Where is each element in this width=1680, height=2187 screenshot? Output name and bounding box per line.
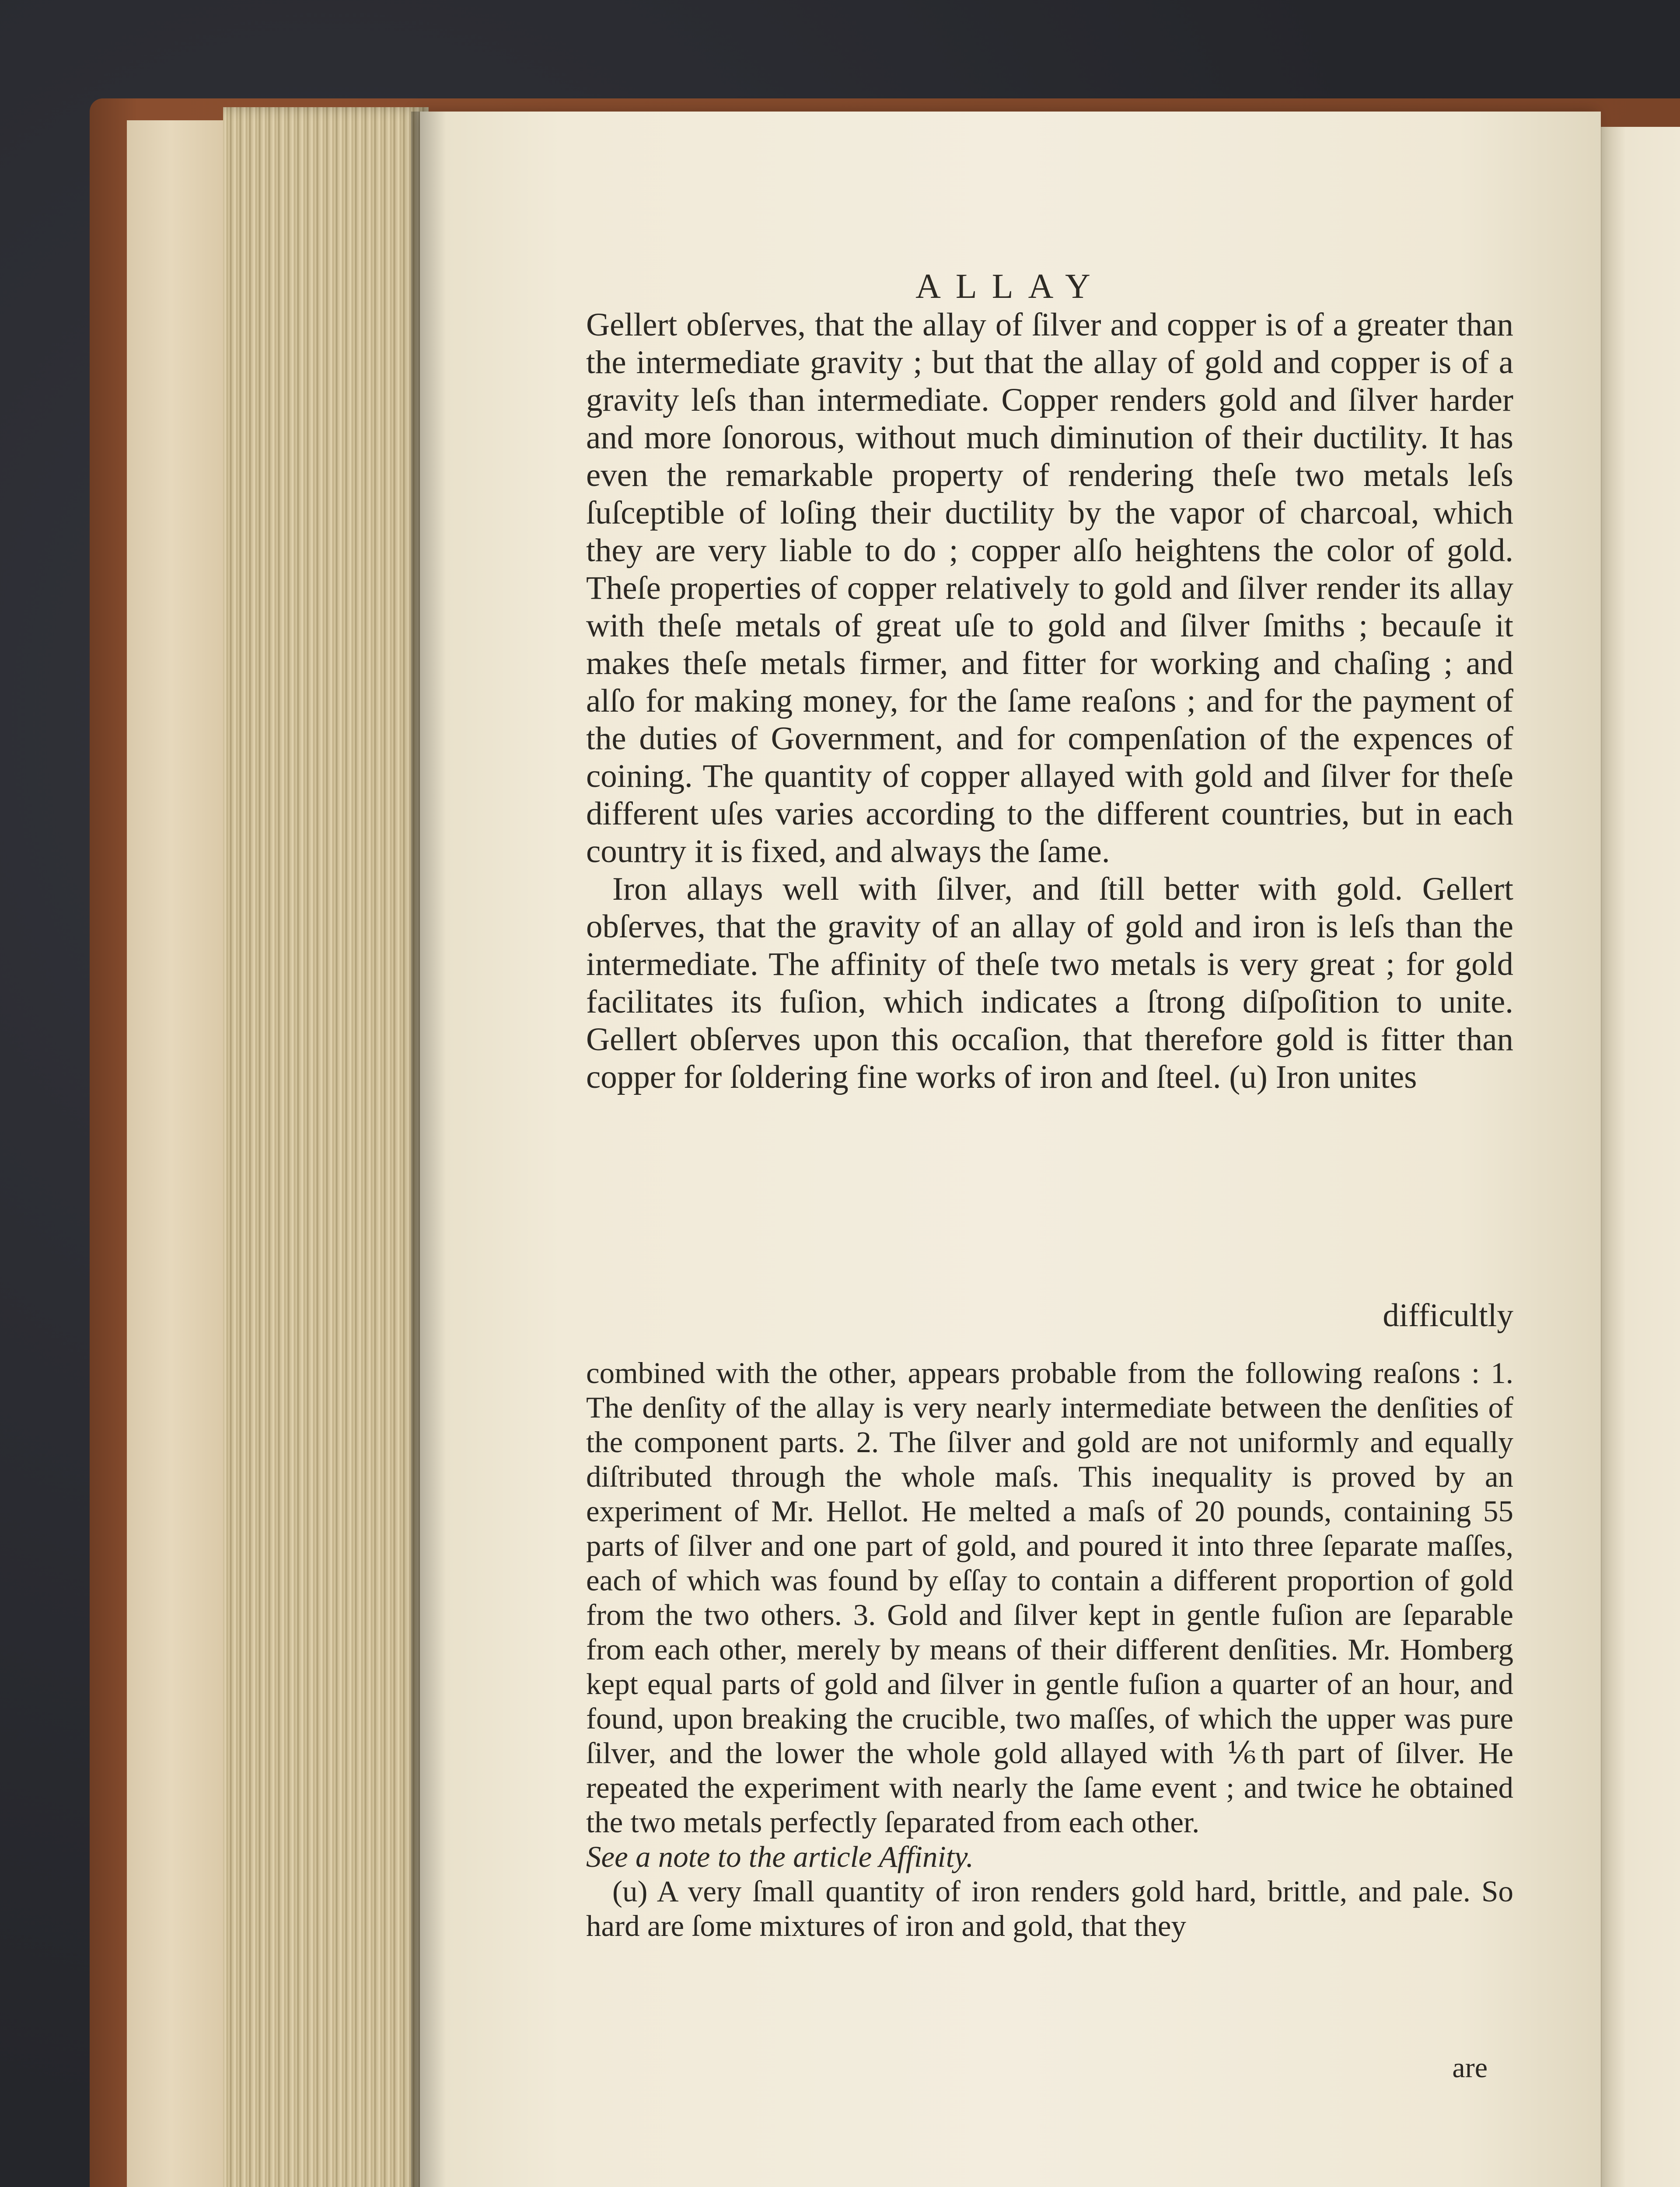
main-text [586,306,1513,1096]
catchword: are [1452,2052,1488,2084]
footnote-paragraph: combined with the other, appears probable from the following reaſons : 1. The denſity of the allay is very nearly intermediate between the denſities of the component parts. 2. The ſilver and gold are not uniformly and equally diſtributed through the whole maſs. This inequality is proved by an experiment of Mr. Hellot. He melted a maſs of 20 pounds, containing 55 parts of ſilver and one part of gold, and poured it into three ſeparate maſſes, each of which was found by eſſay to contain a different proportion of gold from the two others. 3. Gold and ſilver kept in gentle fuſion are ſeparable from each other, merely by means of their different denſities. Mr. Homberg kept equal parts of gold and ſilver in gentle fuſion a quarter of an hour, and found, upon breaking the crucible, two maſſes, of which the upper was pure ſilver, and the lower the whole gold allayed with ⅙th part of ſilver. He repeated the experiment with nearly the ſame event ; and twice he obtained the two metals perfectly ſeparated from each other. [586,1356,1513,1839]
catchword: difficultly [1383,1297,1513,1334]
gutter-shadow [411,112,446,2187]
footnote-paragraph: (u) A very ſmall quantity of iron renders gold hard, brittle, and pale. So hard are ſome mixtures of iron and gold, that they [586,1875,1513,1942]
paragraph: Iron allays well with ſilver, and ſtill better with gold. Gellert obſerves, that the gravity of an allay of gold and iron is leſs than the intermediate. The affinity of theſe two metals is very great ; for gold facilitates its fuſion, which indicates a ſtrong diſpoſition to unite. Gellert obſerves upon this occaſion, that therefore gold is fitter than copper for ſoldering fine works of iron and ſteel. (u) Iron unites [586,871,1513,1095]
facing-page-edge [1599,127,1680,2187]
page-edges [223,107,429,2187]
running-head: ALLAY [915,267,1105,306]
cross-reference: See a note to the article Affinity. [586,1840,974,1873]
paragraph: Gellert obſerves, that the allay of ſilver and copper is of a greater than the intermediate gravity ; but that the allay of gold and copper is of a gravity leſs than intermediate. Copper renders gold and ſilver harder and more ſonorous, without much diminution of their ductility. It has even the remarkable property of rendering theſe two metals leſs ſuſceptible of loſing their ductility by the vapor of charcoal, which they are very liable to do ; copper alſo heightens the color of gold. Theſe properties of copper relatively to gold and ſilver render its allay with theſe metals of great uſe to gold and ſilver ſmiths ; becauſe it makes theſe metals firmer, and fitter for working and chaſing ; and alſo for making money, for the ſame reaſons ; and for the payment of the duties of Government, and for compenſation of the expences of coining. The quantity of copper allayed with gold and ſilver for theſe different uſes varies according to the different countries, but in each country it is fixed, and always the ſame. [586,307,1513,870]
pastedown-paper [127,120,236,2187]
footnote-text [586,1356,1513,1943]
